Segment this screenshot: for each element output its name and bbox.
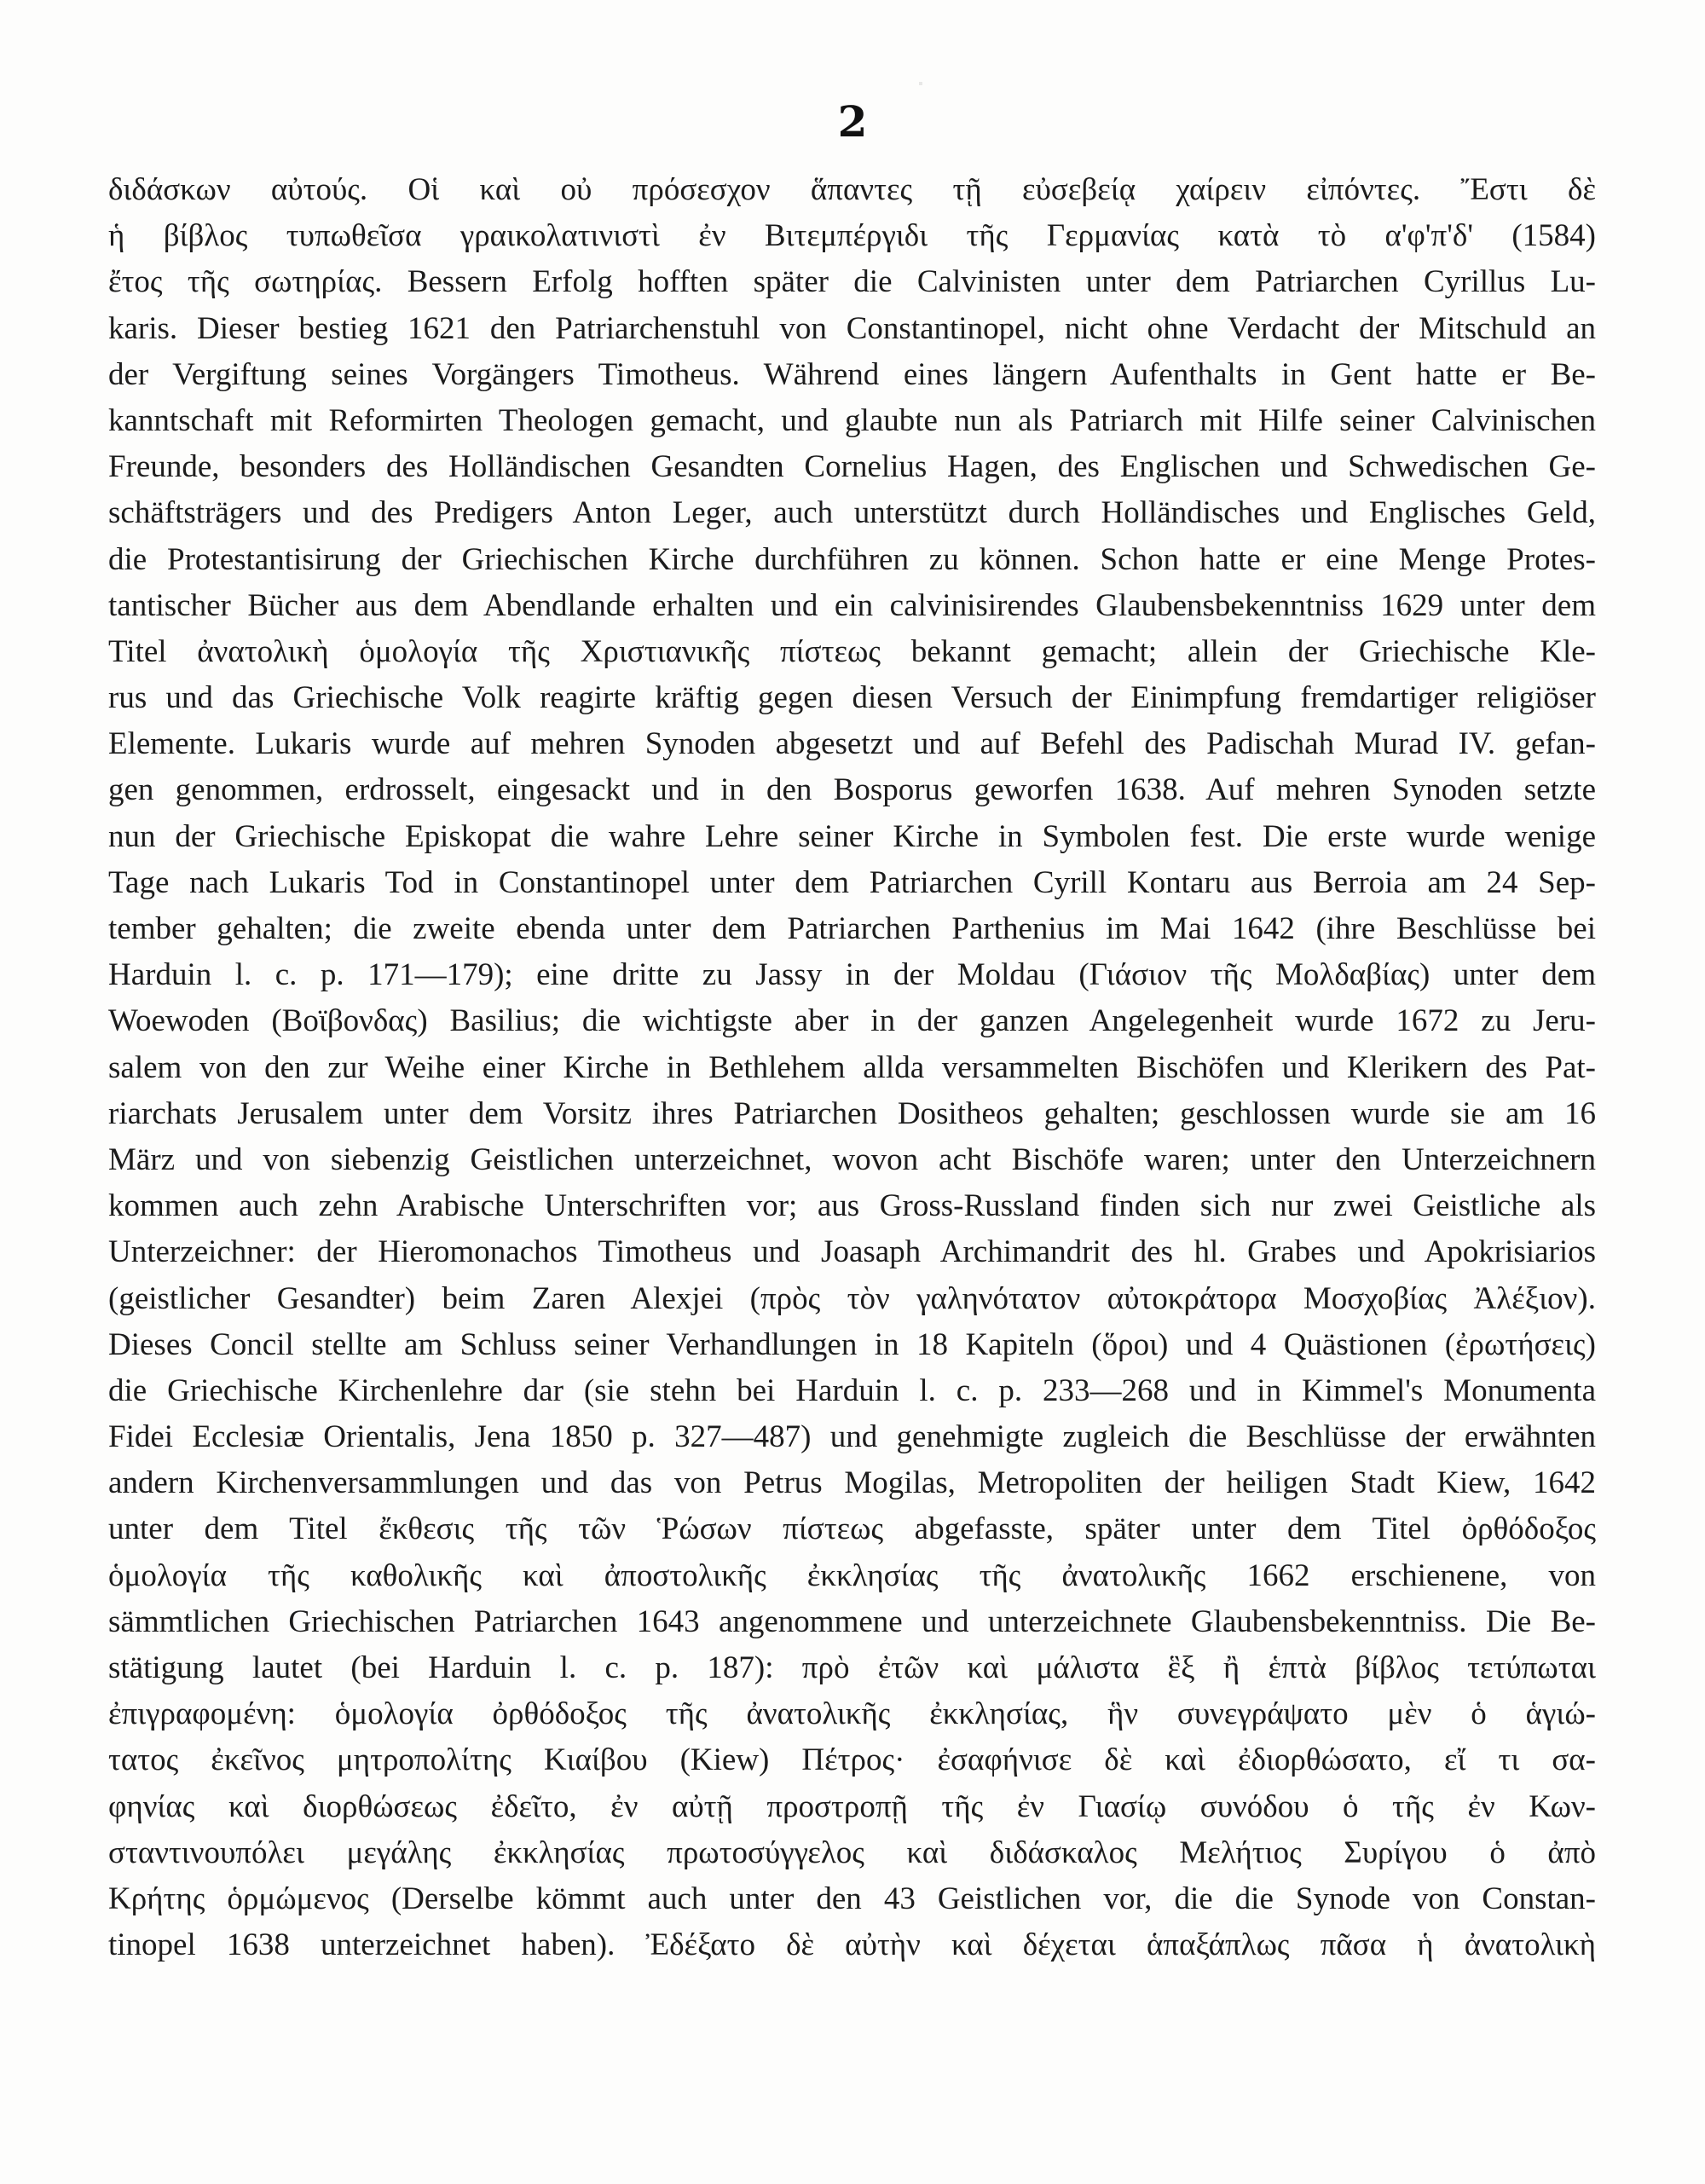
text-line: gen genommen, erdrosselt, eingesackt und in den Bosporus geworfen 1638. Auf mehren Synoden setzte [108,772,1596,808]
text-line: ἔτος τῆς σωτηρίας. Bessern Erfolg hofften später die Calvinisten unter dem Patriarchen Cyrillus Lu- [108,264,1596,300]
text-line: tantischer Bücher aus dem Abendlande erhalten und ein calvinisirendes Glaubensbekenntniss 1629 unter dem [108,587,1596,623]
text-line: Woewoden (Βοϊβονδας) Basilius; die wichtigste aber in der ganzen Angelegenheit wurde 1672 zu Jeru- [108,1003,1596,1039]
text-line: kommen auch zehn Arabische Unterschriften vor; aus Gross-Russland finden sich nur zwei Geistliche als [108,1188,1596,1224]
page-number: 2 [837,96,868,147]
text-line: sämmtlichen Griechischen Patriarchen 1643 angenommene und unterzeichnete Glaubensbekenntniss. Die Be- [108,1603,1596,1639]
text-line: Κρήτης ὁρμώμενος (Derselbe kömmt auch unter den 43 Geistlichen vor, die die Synode von Constan- [108,1881,1596,1916]
text-line: riarchats Jerusalem unter dem Vorsitz ihres Patriarchen Dositheos gehalten; geschlossen wurde sie am 16 [108,1095,1596,1131]
text-line: die Protestantisirung der Griechischen Kirche durchführen zu können. Schon hatte er eine Menge Protes- [108,541,1596,577]
text-line: tember gehalten; die zweite ebenda unter dem Patriarchen Parthenius im Mai 1642 (ihre Beschlüsse bei [108,911,1596,946]
text-line: φηνίας καὶ διορθώσεως ἐδεῖτο, ἐν αὐτῇ προστροπῇ τῆς ἐν Γιασίῳ συνόδου ὁ τῆς ἐν Κων- [108,1788,1596,1824]
scan-speck [919,82,922,85]
text-line: unter dem Titel ἔκθεσις τῆς τῶν Ῥώσων πίστεως abgefasste, später unter dem Titel ὀρθόδοξος [108,1511,1596,1547]
text-line: Freunde, besonders des Holländischen Gesandten Cornelius Hagen, des Englischen und Schwedischen Ge- [108,449,1596,485]
text-line: tinopel 1638 unterzeichnet haben). Ἐδέξατο δὲ αὐτὴν καὶ δέχεται ἁπαξάπλως πᾶσα ἡ ἀνατολικὴ [108,1927,1596,1963]
text-line: salem von den zur Weihe einer Kirche in Bethlehem allda versammelten Bischöfen und Klerikern des Pat- [108,1049,1596,1085]
text-line: Elemente. Lukaris wurde auf mehren Synoden abgesetzt und auf Befehl des Padischah Murad IV. gefan- [108,726,1596,762]
text-line: schäftsträgers und des Predigers Anton Leger, auch unterstützt durch Holländisches und Englisches Geld, [108,495,1596,531]
text-line: rus und das Griechische Volk reagirte kräftig gegen diesen Versuch der Einimpfung fremdartiger religiöser [108,680,1596,716]
text-line: stätigung lautet (bei Harduin l. c. p. 187): πρὸ ἐτῶν καὶ μάλιστα ἓξ ἢ ἑπτὰ βίβλος τετύπωται [108,1650,1596,1685]
text-line: kanntschaft mit Reformirten Theologen gemacht, und glaubte nun als Patriarch mit Hilfe seiner Calvinischen [108,402,1596,438]
text-line: ὁμολογία τῆς καθολικῆς καὶ ἀποστολικῆς ἐκκλησίας τῆς ἀνατολικῆς 1662 erschienene, von [108,1557,1596,1593]
text-line: der Vergiftung seines Vorgängers Timotheus. Während eines längern Aufenthalts in Gent hatte er Be- [108,356,1596,392]
text-line: Dieses Concil stellte am Schluss seiner Verhandlungen in 18 Kapiteln (ὅροι) und 4 Quästionen (ἐρωτήσεις) [108,1326,1596,1362]
text-line: Unterzeichner: der Hieromonachos Timotheus und Joasaph Archimandrit des hl. Grabes und Apokrisiarios [108,1234,1596,1270]
text-line: März und von siebenzig Geistlichen unterzeichnet, wovon acht Bischöfe waren; unter den Unterzeichnern [108,1141,1596,1177]
body-text [108,167,1596,2094]
text-line: Tage nach Lukaris Tod in Constantinopel unter dem Patriarchen Cyrill Kontaru aus Berroia am 24 Sep- [108,864,1596,900]
text-line: (geistlicher Gesandter) beim Zaren Alexjei (πρὸς τὸν γαληνότατον αὐτοκράτορα Μοσχοβίας Ἀλέξιον). [108,1280,1596,1316]
text-line: τατος ἐκεῖνος μητροπολίτης Κιαίβου (Kiew) Πέτρος· ἐσαφήνισε δὲ καὶ ἐδιορθώσατο, εἴ τι σα- [108,1742,1596,1778]
text-line: Fidei Ecclesiæ Orientalis, Jena 1850 p. 327—487) und genehmigte zugleich die Beschlüsse der erwähnten [108,1419,1596,1455]
text-line: die Griechische Kirchenlehre dar (sie stehn bei Harduin l. c. p. 233—268 und in Kimmel's Monumenta [108,1372,1596,1408]
text-line: Harduin l. c. p. 171—179); eine dritte zu Jassy in der Moldau (Γιάσιον τῆς Μολδαβίας) unter dem [108,957,1596,993]
text-line: ἡ βίβλος τυπωθεῖσα γραικολατινιστὶ ἐν Βιτεμπέργιδι τῆς Γερμανίας κατὰ τὸ α'φ'π'δ' (1584) [108,218,1596,254]
text-line: Titel ἀνατολικὴ ὁμολογία τῆς Χριστιανικῆς πίστεως bekannt gemacht; allein der Griechische Kle- [108,633,1596,669]
text-line: σταντινουπόλει μεγάλης ἐκκλησίας πρωτοσύγγελος καὶ διδάσκαλος Μελήτιος Συρίγου ὁ ἀπὸ [108,1834,1596,1870]
text-line: διδάσκων αὐτούς. Οἱ καὶ οὐ πρόσεσχον ἅπαντες τῇ εὐσεβείᾳ χαίρειν εἰπόντες. Ἔστι δὲ [108,172,1596,207]
text-line: andern Kirchenversammlungen und das von Petrus Mogilas, Metropoliten der heiligen Stadt Kiew, 1642 [108,1465,1596,1501]
text-line: ἐπιγραφομένη: ὁμολογία ὀρθόδοξος τῆς ἀνατολικῆς ἐκκλησίας, ἣν συνεγράψατο μὲν ὁ ἁγιώ- [108,1696,1596,1732]
text-line: nun der Griechische Episkopat die wahre Lehre seiner Kirche in Symbolen fest. Die erste wurde wenige [108,818,1596,854]
text-line: karis. Dieser bestieg 1621 den Patriarchenstuhl von Constantinopel, nicht ohne Verdacht der Mitschuld an [108,310,1596,346]
